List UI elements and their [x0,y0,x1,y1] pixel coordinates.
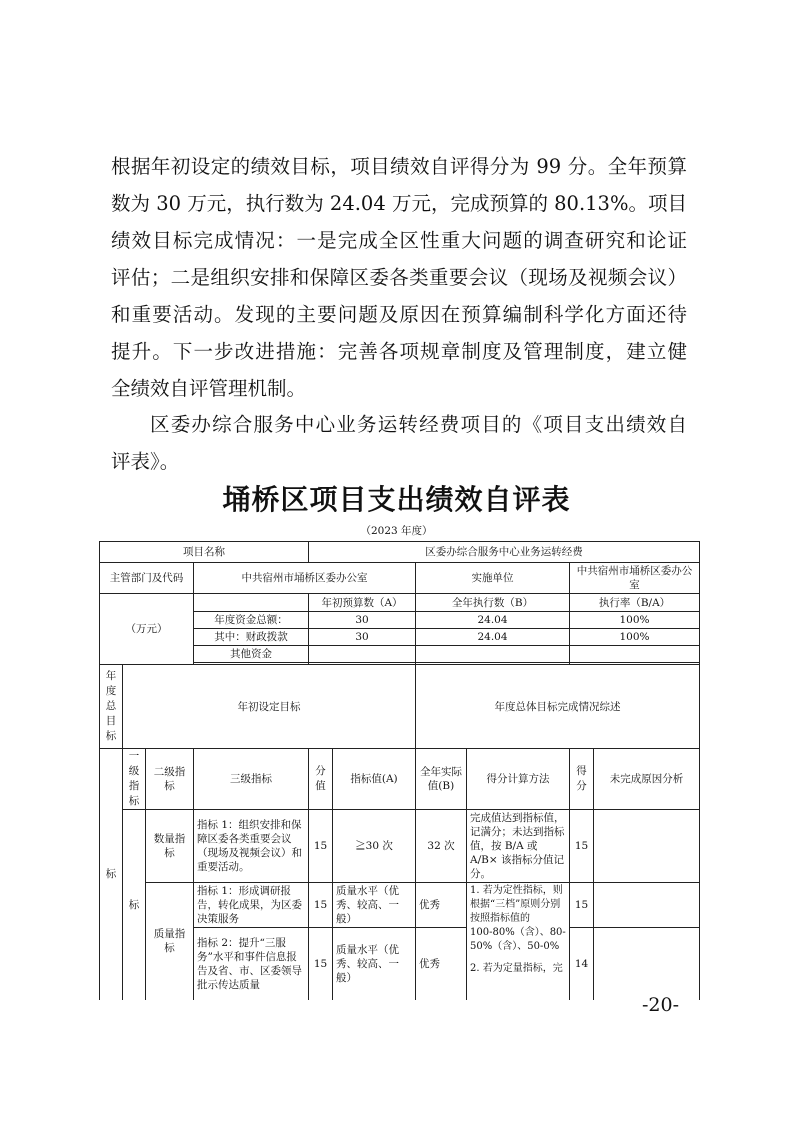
body-paragraph-1 [111,148,687,407]
quality-method [467,883,570,1000]
budget-col-actual: 全年执行数（B） [416,594,570,612]
method-line: 2. 若为定量指标，完 [470,963,563,974]
header-level3: 三级指标 [194,749,309,810]
indicator-target: 质量水平（优秀、较高、一般） [333,928,416,1000]
indicator-actual: 优秀 [416,928,467,1000]
paragraph-line: 根据年初设定的绩效目标，项目绩效自评得分为 99 分。全年预算 [111,155,687,178]
table-row [100,665,700,749]
header-got: 得分 [570,749,594,810]
goal-initial-label: 年初设定目标 [123,665,416,749]
indicator-reason [594,810,700,883]
header-actual: 全年实际值(B) [416,749,467,810]
indicator-target: 质量水平（优秀、较高、一般） [333,883,416,928]
project-name-value: 区委办综合服务中心业务运转经费 [309,542,700,563]
indicator-reason [594,883,700,928]
budget-actual: 24.04 [416,629,570,646]
budget-rate: 100% [570,612,700,629]
paragraph-line: 和重要活动。发现的主要问题及原因在预算编制科学化方面还待 [111,303,687,326]
impl-label: 实施单位 [416,563,570,594]
budget-rate: 100% [570,629,700,646]
paragraph-line: 提升。下一步改进措施：完善各项规章制度及管理制度，建立健 [111,340,687,363]
budget-actual: 24.04 [416,612,570,629]
paragraph-line: 绩效目标完成情况：一是完成全区性重大问题的调查研究和论证 [111,229,687,252]
indicator-method: 完成值达到指标值，记满分；未达到指标值，按 B/A 或 A/B× 该指标分值记分。 [467,810,570,883]
indicator-score: 15 [309,810,333,883]
table-row [100,810,700,883]
goal-row-label: 年度总目标 [100,665,123,749]
budget-initial: 30 [309,612,416,629]
page-number: -20- [642,994,680,1016]
header-target: 指标值(A) [333,749,416,810]
performance-evaluation-table [99,541,700,1000]
indicator-actual: 优秀 [416,883,467,928]
indicator-got: 15 [570,810,594,883]
table-row [100,749,700,810]
budget-col-rate: 执行率（B/A） [570,594,700,612]
budget-unit: （万元） [100,594,194,665]
table-row [100,883,700,928]
budget-row-label: 年度资金总额： [194,612,309,629]
budget-row-label: 其他资金 [194,646,309,663]
header-level1: 一级指标 [123,749,146,810]
budget-initial [309,646,416,663]
indicator-score: 15 [309,883,333,928]
method-line: 1. 若为定性指标，则根据“三档”原则分别按照指标值的 [470,885,563,924]
indicator-name: 指标 1：组织安排和保障区委各类重要会议（现场及视频会议）和重要活动。 [194,810,309,883]
dept-label: 主管部门及代码 [100,563,194,594]
side-label: 标 [100,749,123,1000]
indicator-got: 15 [570,883,594,928]
group-quality: 质量指标 [146,883,194,1000]
dept-value: 中共宿州市埇桥区委办公室 [194,563,416,594]
impl-value: 中共宿州市埇桥区委办公室 [570,563,700,594]
indicator-score: 15 [309,928,333,1000]
paragraph-line: 评估；二是组织安排和保障区委各类重要会议（现场及视频会议） [111,266,687,289]
table-title: 埇桥区项目支出绩效自评表 [222,483,571,516]
paragraph-line: 评表》。 [111,450,180,473]
table-year: （2023 年度） [360,525,433,537]
header-reason: 未完成原因分析 [594,749,700,810]
project-name-label: 项目名称 [100,542,309,563]
table-row [100,594,700,612]
indicator-got: 14 [570,928,594,1000]
group-quantity: 数量指标 [146,810,194,883]
goal-summary-label: 年度总体目标完成情况综述 [416,665,700,749]
table-row [100,563,700,594]
indicator-name: 指标 2：提升“三服务”水平和事件信息报告及省、市、区委领导批示传达质量 [194,928,309,1000]
header-method: 得分计算方法 [467,749,570,810]
header-score: 分值 [309,749,333,810]
header-level2: 二级指标 [146,749,194,810]
indicator-reason [594,928,700,1000]
budget-col-initial: 年初预算数（A） [309,594,416,612]
budget-header-blank [194,594,309,612]
budget-initial: 30 [309,629,416,646]
indicator-name: 指标 1：形成调研报告，转化成果，为区委决策服务 [194,883,309,928]
paragraph-line: 数为 30 万元，执行数为 24.04 万元，完成预算的 80.13%。项目 [111,192,687,215]
level1-cell: 标 [123,810,146,1000]
paragraph-line: 全绩效自评管理机制。 [111,377,307,400]
budget-actual [416,646,570,663]
table-row [100,542,700,563]
indicator-target: ≧30 次 [333,810,416,883]
method-line: 100-80%（含）、80-50%（含）、50-0% [470,927,566,952]
body-paragraph-2 [111,406,687,480]
budget-row-label: 其中：财政拨款 [194,629,309,646]
indicator-actual: 32 次 [416,810,467,883]
paragraph-line: 区委办综合服务中心业务运转经费项目的《项目支出绩效自 [150,413,687,436]
budget-rate [570,646,700,663]
